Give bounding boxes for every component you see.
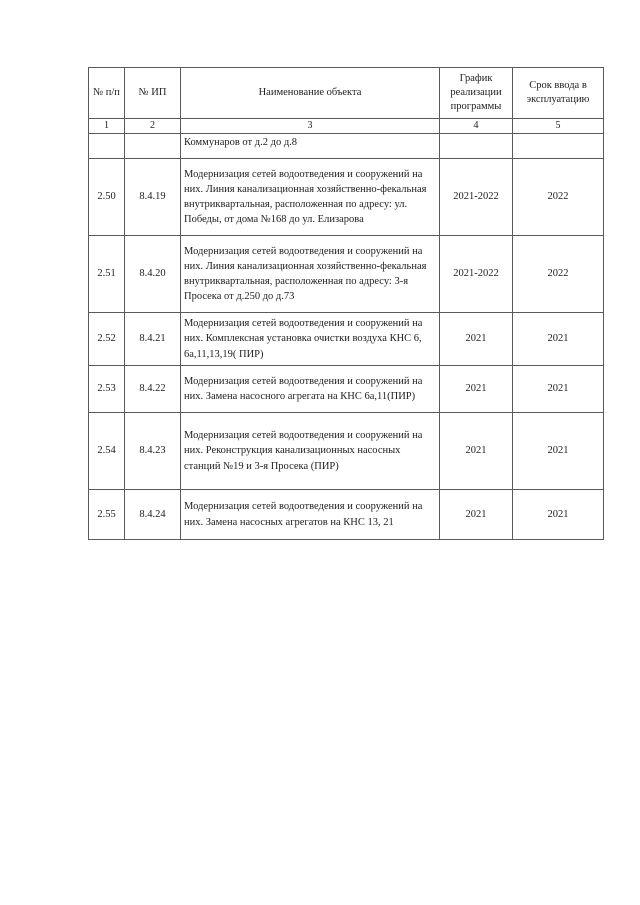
cell-schedule: 2021: [440, 366, 513, 413]
cell-ip: 8.4.20: [125, 236, 181, 313]
cell-ip: 8.4.21: [125, 313, 181, 366]
cell-name: Модернизация сетей водоотведения и сооружений на них. Линия канализационная хозяйственно-фекальная внутриквартальная, расположенная по адресу: 3-я Просека от д.250 до д.73: [181, 236, 440, 313]
column-number: 3: [181, 119, 440, 134]
table-row: [89, 490, 604, 540]
cell-deadline: 2021: [513, 313, 604, 366]
cell-ip: 8.4.19: [125, 159, 181, 236]
table-row: [89, 236, 604, 313]
cell-num: 2.52: [89, 313, 125, 366]
cell-name: Модернизация сетей водоотведения и сооружений на них. Замена насосного агрегата на КНС 6а,11(ПИР): [181, 366, 440, 413]
cell-ip: 8.4.23: [125, 413, 181, 490]
cell-name: Коммунаров от д.2 до д.8: [181, 134, 440, 159]
cell-schedule: [440, 134, 513, 159]
cell-name: Модернизация сетей водоотведения и сооружений на них. Комплексная установка очистки воздуха КНС 6, 6а,11,13,19( ПИР): [181, 313, 440, 366]
cell-schedule: 2021: [440, 490, 513, 540]
cell-name: Модернизация сетей водоотведения и сооружений на них. Замена насосных агрегатов на КНС 13, 21: [181, 490, 440, 540]
cell-name: Модернизация сетей водоотведения и сооружений на них. Реконструкция канализационных насосных станций №19 и 3-я Просека (ПИР): [181, 413, 440, 490]
cell-schedule: 2021: [440, 413, 513, 490]
cell-ip: [125, 134, 181, 159]
cell-num: 2.53: [89, 366, 125, 413]
header-schedule: График реализации программы: [440, 68, 513, 119]
cell-deadline: 2022: [513, 236, 604, 313]
cell-ip: 8.4.22: [125, 366, 181, 413]
table-row: [89, 313, 604, 366]
column-number: 5: [513, 119, 604, 134]
header-deadline: Срок ввода в эксплуатацию: [513, 68, 604, 119]
cell-name: Модернизация сетей водоотведения и сооружений на них. Линия канализационная хозяйственно-фекальная внутриквартальная, расположенная по адресу: ул. Победы, от дома №168 до ул. Елизарова: [181, 159, 440, 236]
cell-schedule: 2021-2022: [440, 159, 513, 236]
cell-num: 2.54: [89, 413, 125, 490]
header-ip: № ИП: [125, 68, 181, 119]
cell-deadline: 2021: [513, 413, 604, 490]
cell-ip: 8.4.24: [125, 490, 181, 540]
investment-program-table: [88, 67, 604, 540]
table-row: [89, 366, 604, 413]
cell-num: 2.51: [89, 236, 125, 313]
cell-schedule: 2021: [440, 313, 513, 366]
cell-deadline: 2021: [513, 490, 604, 540]
cell-deadline: 2021: [513, 366, 604, 413]
column-number: 2: [125, 119, 181, 134]
cell-num: [89, 134, 125, 159]
column-number: 4: [440, 119, 513, 134]
column-number-row: [89, 119, 604, 134]
header-num: № п/п: [89, 68, 125, 119]
table-header-row: [89, 68, 604, 119]
cell-schedule: 2021-2022: [440, 236, 513, 313]
cell-deadline: 2022: [513, 159, 604, 236]
continuation-row: [89, 134, 604, 159]
column-number: 1: [89, 119, 125, 134]
cell-deadline: [513, 134, 604, 159]
header-name: Наименование объекта: [181, 68, 440, 119]
table-row: [89, 413, 604, 490]
cell-num: 2.50: [89, 159, 125, 236]
table-row: [89, 159, 604, 236]
cell-num: 2.55: [89, 490, 125, 540]
